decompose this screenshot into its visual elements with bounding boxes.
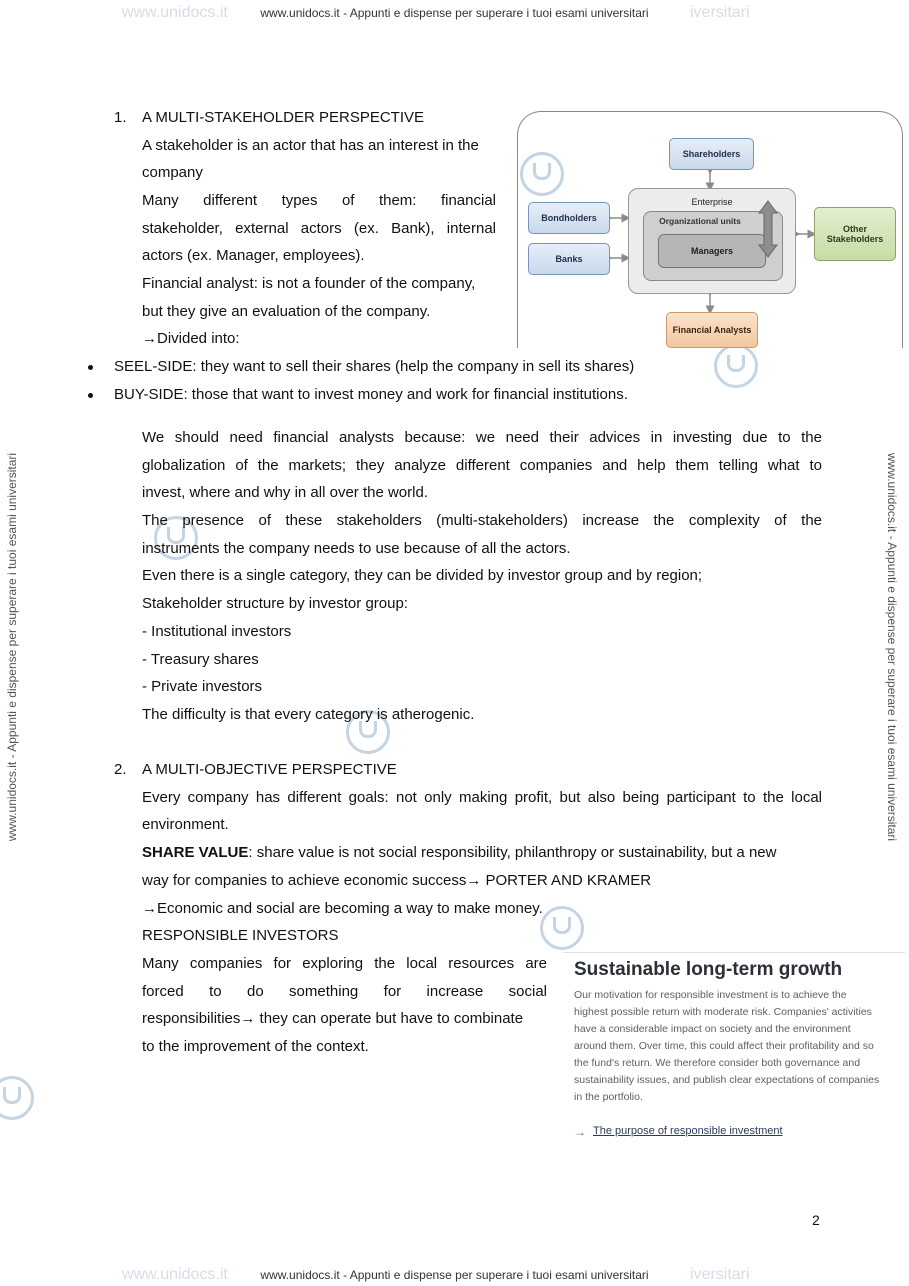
responsible-investors-heading: RESPONSIBLE INVESTORS — [142, 927, 339, 944]
responsible-investment-link[interactable]: The purpose of responsible investment — [593, 1125, 783, 1137]
section1-title: A MULTI-STAKEHOLDER PERSPECTIVE — [142, 109, 425, 126]
paragraph-line: instruments the company needs to use because of all the actors. — [142, 540, 571, 557]
share-value-label: SHARE VALUE — [142, 844, 249, 861]
bondholders-box: Bondholders — [528, 202, 610, 234]
side-text-left: www.unidocs.it - Appunti e dispense per superare i tuoi esami universitari — [5, 452, 19, 842]
watermark-logo-icon — [0, 1076, 34, 1120]
card-line: sustainability issues, and publish clear expectations of companies — [574, 1074, 880, 1086]
paragraph-line: The presence of these stakeholders (multi-stakeholders) increase the complexity of the — [142, 512, 822, 529]
section1-line: stakeholder, external actors (ex. Bank), internal — [142, 220, 496, 237]
enterprise-label: Enterprise — [691, 197, 733, 207]
share-value-text: : share value is not social responsibility, philanthropy or sustainability, but a new — [248, 844, 777, 861]
watermark-logo-icon — [540, 906, 584, 950]
bullet-item: BUY-SIDE: those that want to invest money and work for financial institutions. — [114, 386, 628, 403]
section1-line: A stakeholder is an actor that has an interest in the — [142, 137, 479, 154]
arrow-right-icon: → — [574, 1125, 586, 1139]
list-item: - Treasury shares — [142, 651, 259, 668]
header-watermark-right: iversitari — [690, 4, 750, 21]
paragraph-line: invest, where and why in all over the world. — [142, 484, 428, 501]
section1-number: 1. — [114, 109, 127, 126]
paragraph-line: Stakeholder structure by investor group: — [142, 595, 408, 612]
bullet-icon — [88, 393, 93, 398]
list-item: - Institutional investors — [142, 623, 292, 640]
list-item: - Private investors — [142, 678, 263, 695]
section1-line: Many different types of them: financial — [142, 192, 496, 209]
paragraph-line: We should need financial analysts because: we need their advices in investing due to the — [142, 429, 822, 446]
section1-line: Financial analyst: is not a founder of the company, — [142, 275, 476, 292]
card-line: Our motivation for responsible investment is to achieve the — [574, 989, 847, 1001]
section2-title: A MULTI-OBJECTIVE PERSPECTIVE — [142, 761, 397, 778]
card-line: in the portfolio. — [574, 1091, 643, 1103]
watermark-logo-icon — [714, 344, 758, 388]
footer-watermark-right: iversitari — [690, 1266, 750, 1283]
responsible-line: to the improvement of the context. — [142, 1038, 369, 1055]
financial-analysts-box: Financial Analysts — [666, 312, 758, 348]
responsible-line: forced to do something for increase social — [142, 983, 547, 1000]
card-line: have a considerable impact on society and the environment — [574, 1023, 851, 1035]
section1-line: but they give an evaluation of the company. — [142, 303, 431, 320]
bullet-item: SEEL-SIDE: they want to sell their shares (help the company in sell its shares) — [114, 358, 635, 375]
card-line: around them. Over time, this could affect their profitability and so — [574, 1040, 874, 1052]
footer-text: www.unidocs.it - Appunti e dispense per superare i tuoi esami universitari — [260, 1268, 649, 1282]
shareholders-box: Shareholders — [669, 138, 754, 170]
share-value-line2: way for companies to achieve economic success→ PORTER AND KRAMER — [142, 872, 652, 889]
stakeholder-diagram — [517, 111, 903, 348]
section2-line: environment. — [142, 816, 229, 833]
share-value-line — [142, 839, 822, 867]
header-text: www.unidocs.it - Appunti e dispense per superare i tuoi esami universitari — [260, 6, 649, 20]
section1-line: company — [142, 164, 203, 181]
banks-box: Banks — [528, 243, 610, 275]
footer-watermark-left: www.unidocs.it — [122, 1266, 228, 1283]
page-number: 2 — [812, 1212, 820, 1228]
sustainable-growth-card — [563, 952, 905, 1149]
section2-line: Every company has different goals: not only making profit, but also being participant to the local — [142, 789, 822, 806]
paragraph-line: globalization of the markets; they analyze different companies and help them telling what to — [142, 457, 822, 474]
card-line: the fund's return. We therefore consider both governance and — [574, 1057, 861, 1069]
section2-number: 2. — [114, 761, 127, 778]
managers-box: Managers — [658, 234, 766, 268]
org-units-label: Organizational units — [659, 216, 741, 226]
other-stakeholders-box: Other Stakeholders — [814, 207, 896, 261]
side-text-right: www.unidocs.it - Appunti e dispense per superare i tuoi esami universitari — [885, 452, 899, 842]
responsible-line: responsibilities→ they can operate but have to combinate — [142, 1010, 524, 1027]
responsible-line: Many companies for exploring the local resources are — [142, 955, 547, 972]
section1-line: actors (ex. Manager, employees). — [142, 247, 365, 264]
card-title: Sustainable long-term growth — [574, 959, 843, 980]
card-line: highest possible return with moderate risk. Companies' activities — [574, 1006, 872, 1018]
bullet-icon — [88, 365, 93, 370]
vertical-arrow-icon — [757, 199, 779, 259]
card-body — [574, 987, 904, 1106]
section1-line: →Divided into: — [142, 330, 240, 347]
header-watermark-left: www.unidocs.it — [122, 4, 228, 21]
paragraph-line: Even there is a single category, they can be divided by investor group and by region; — [142, 567, 703, 584]
economic-line: →Economic and social are becoming a way to make money. — [142, 900, 543, 917]
paragraph-line: The difficulty is that every category is atherogenic. — [142, 706, 475, 723]
enterprise-box — [628, 188, 796, 294]
